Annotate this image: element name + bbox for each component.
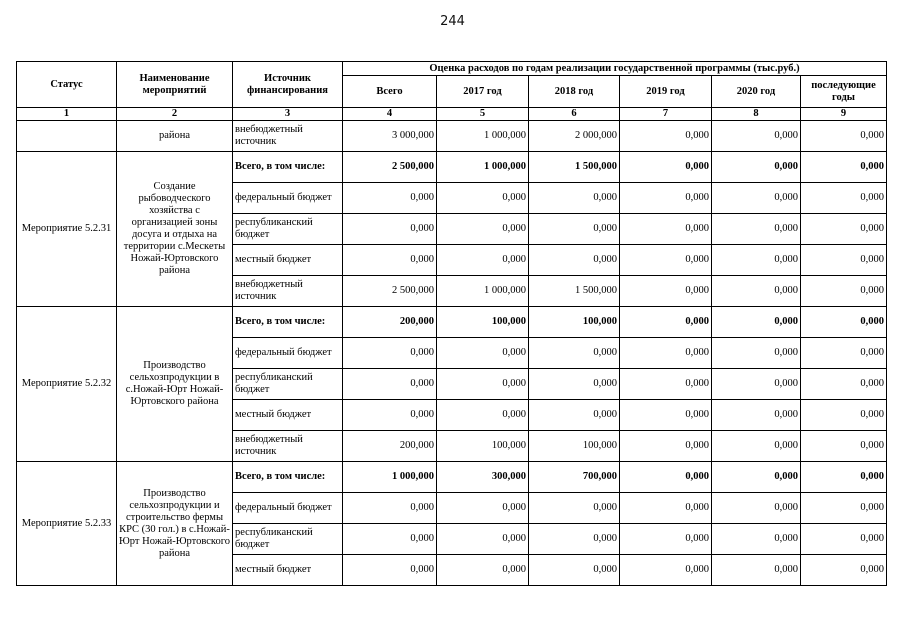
value-cell: 0,000 — [529, 214, 620, 245]
source-cell: федеральный бюджет — [233, 183, 343, 214]
value-cell: 0,000 — [801, 152, 887, 183]
value-cell: 0,000 — [801, 121, 887, 152]
value-cell: 0,000 — [343, 214, 437, 245]
value-cell: 0,000 — [437, 245, 529, 276]
value-cell: 0,000 — [529, 338, 620, 369]
table-row — [17, 307, 887, 338]
value-cell: 300,000 — [437, 462, 529, 493]
value-cell: 200,000 — [343, 307, 437, 338]
value-cell: 0,000 — [712, 369, 801, 400]
value-cell: 0,000 — [620, 183, 712, 214]
source-cell: республиканский бюджет — [233, 369, 343, 400]
column-number: 3 — [233, 108, 343, 121]
value-cell: 0,000 — [801, 493, 887, 524]
value-cell: 0,000 — [529, 183, 620, 214]
activity-status: Мероприятие 5.2.31 — [17, 152, 117, 307]
header-total: Всего — [343, 76, 437, 108]
value-cell: 2 500,000 — [343, 152, 437, 183]
value-cell: 100,000 — [529, 431, 620, 462]
header-2018: 2018 год — [529, 76, 620, 108]
value-cell: 0,000 — [712, 152, 801, 183]
activity-name: района — [117, 121, 233, 152]
source-cell: федеральный бюджет — [233, 493, 343, 524]
value-cell: 0,000 — [620, 524, 712, 555]
value-cell: 1 000,000 — [437, 276, 529, 307]
value-cell: 3 000,000 — [343, 121, 437, 152]
column-number: 7 — [620, 108, 712, 121]
source-cell: местный бюджет — [233, 245, 343, 276]
value-cell: 0,000 — [801, 400, 887, 431]
value-cell: 1 000,000 — [437, 121, 529, 152]
value-cell: 0,000 — [801, 524, 887, 555]
activity-name: Производство сельхозпродукции в с.Ножай-Юрт Ножай-Юртовского района — [117, 307, 233, 462]
value-cell: 0,000 — [437, 493, 529, 524]
page-number: 244 — [440, 14, 465, 29]
value-cell: 0,000 — [620, 214, 712, 245]
value-cell: 0,000 — [343, 400, 437, 431]
value-cell: 0,000 — [801, 369, 887, 400]
source-cell: Всего, в том числе: — [233, 462, 343, 493]
value-cell: 200,000 — [343, 431, 437, 462]
value-cell: 0,000 — [437, 369, 529, 400]
value-cell: 0,000 — [712, 555, 801, 586]
header-status: Статус — [17, 62, 117, 108]
column-number-row — [17, 108, 887, 121]
value-cell: 0,000 — [712, 431, 801, 462]
value-cell: 0,000 — [529, 555, 620, 586]
value-cell: 0,000 — [437, 214, 529, 245]
value-cell: 0,000 — [712, 400, 801, 431]
value-cell: 0,000 — [712, 276, 801, 307]
column-number: 2 — [117, 108, 233, 121]
value-cell: 0,000 — [529, 245, 620, 276]
status-cell — [17, 121, 117, 152]
value-cell: 0,000 — [712, 214, 801, 245]
value-cell: 0,000 — [801, 431, 887, 462]
value-cell: 0,000 — [529, 400, 620, 431]
source-cell: местный бюджет — [233, 555, 343, 586]
header-row-top — [17, 62, 887, 76]
value-cell: 0,000 — [529, 369, 620, 400]
value-cell: 0,000 — [437, 524, 529, 555]
value-cell: 0,000 — [801, 338, 887, 369]
source-cell: внебюджетный источник — [233, 121, 343, 152]
value-cell: 1 000,000 — [437, 152, 529, 183]
source-cell: Всего, в том числе: — [233, 152, 343, 183]
value-cell: 0,000 — [712, 307, 801, 338]
source-cell: внебюджетный источник — [233, 431, 343, 462]
value-cell: 0,000 — [801, 276, 887, 307]
value-cell: 0,000 — [343, 338, 437, 369]
value-cell: 0,000 — [620, 431, 712, 462]
budget-table — [16, 61, 887, 586]
column-number: 4 — [343, 108, 437, 121]
activity-name: Создание рыбоводческого хозяйства с организацией зоны досуга и отдыха на территории с.Мескеты Ножай-Юртовского района — [117, 152, 233, 307]
value-cell: 1 000,000 — [343, 462, 437, 493]
value-cell: 0,000 — [620, 369, 712, 400]
source-cell: республиканский бюджет — [233, 214, 343, 245]
value-cell: 0,000 — [529, 524, 620, 555]
column-number: 5 — [437, 108, 529, 121]
value-cell: 0,000 — [801, 183, 887, 214]
value-cell: 100,000 — [437, 307, 529, 338]
value-cell: 0,000 — [343, 369, 437, 400]
value-cell: 0,000 — [343, 524, 437, 555]
table-row — [17, 462, 887, 493]
value-cell: 0,000 — [620, 245, 712, 276]
value-cell: 0,000 — [801, 245, 887, 276]
column-number: 9 — [801, 108, 887, 121]
value-cell: 2 500,000 — [343, 276, 437, 307]
value-cell: 0,000 — [801, 555, 887, 586]
value-cell: 0,000 — [712, 245, 801, 276]
header-source: Источник финансирования — [233, 62, 343, 108]
header-name: Наименование мероприятий — [117, 62, 233, 108]
source-cell: местный бюджет — [233, 400, 343, 431]
value-cell: 0,000 — [620, 307, 712, 338]
value-cell: 0,000 — [529, 493, 620, 524]
value-cell: 0,000 — [712, 121, 801, 152]
value-cell: 0,000 — [343, 245, 437, 276]
value-cell: 1 500,000 — [529, 276, 620, 307]
activity-name: Производство сельхозпродукции и строительство фермы КРС (30 гол.) в с.Ножай-Юрт Ножай-Юртовского района — [117, 462, 233, 586]
column-number: 8 — [712, 108, 801, 121]
value-cell: 0,000 — [620, 400, 712, 431]
value-cell: 0,000 — [712, 462, 801, 493]
value-cell: 0,000 — [712, 493, 801, 524]
source-cell: Всего, в том числе: — [233, 307, 343, 338]
value-cell: 0,000 — [712, 183, 801, 214]
value-cell: 0,000 — [712, 338, 801, 369]
header-2019: 2019 год — [620, 76, 712, 108]
column-number: 1 — [17, 108, 117, 121]
value-cell: 0,000 — [343, 555, 437, 586]
header-group: Оценка расходов по годам реализации государственной программы (тыс.руб.) — [343, 62, 887, 76]
column-number: 6 — [529, 108, 620, 121]
header-later: последующие годы — [801, 76, 887, 108]
header-2017: 2017 год — [437, 76, 529, 108]
activity-status: Мероприятие 5.2.32 — [17, 307, 117, 462]
value-cell: 0,000 — [620, 462, 712, 493]
table-row — [17, 121, 887, 152]
value-cell: 0,000 — [620, 276, 712, 307]
table-row — [17, 152, 887, 183]
value-cell: 100,000 — [437, 431, 529, 462]
value-cell: 0,000 — [801, 307, 887, 338]
value-cell: 0,000 — [437, 400, 529, 431]
value-cell: 0,000 — [437, 183, 529, 214]
value-cell: 0,000 — [437, 555, 529, 586]
value-cell: 0,000 — [620, 555, 712, 586]
value-cell: 0,000 — [620, 121, 712, 152]
value-cell: 1 500,000 — [529, 152, 620, 183]
value-cell: 0,000 — [712, 524, 801, 555]
value-cell: 0,000 — [437, 338, 529, 369]
source-cell: федеральный бюджет — [233, 338, 343, 369]
header-2020: 2020 год — [712, 76, 801, 108]
activity-status: Мероприятие 5.2.33 — [17, 462, 117, 586]
source-cell: внебюджетный источник — [233, 276, 343, 307]
value-cell: 0,000 — [801, 214, 887, 245]
value-cell: 0,000 — [343, 493, 437, 524]
value-cell: 0,000 — [620, 493, 712, 524]
source-cell: республиканский бюджет — [233, 524, 343, 555]
value-cell: 0,000 — [343, 183, 437, 214]
value-cell: 0,000 — [620, 152, 712, 183]
value-cell: 100,000 — [529, 307, 620, 338]
value-cell: 0,000 — [801, 462, 887, 493]
value-cell: 0,000 — [620, 338, 712, 369]
value-cell: 700,000 — [529, 462, 620, 493]
value-cell: 2 000,000 — [529, 121, 620, 152]
